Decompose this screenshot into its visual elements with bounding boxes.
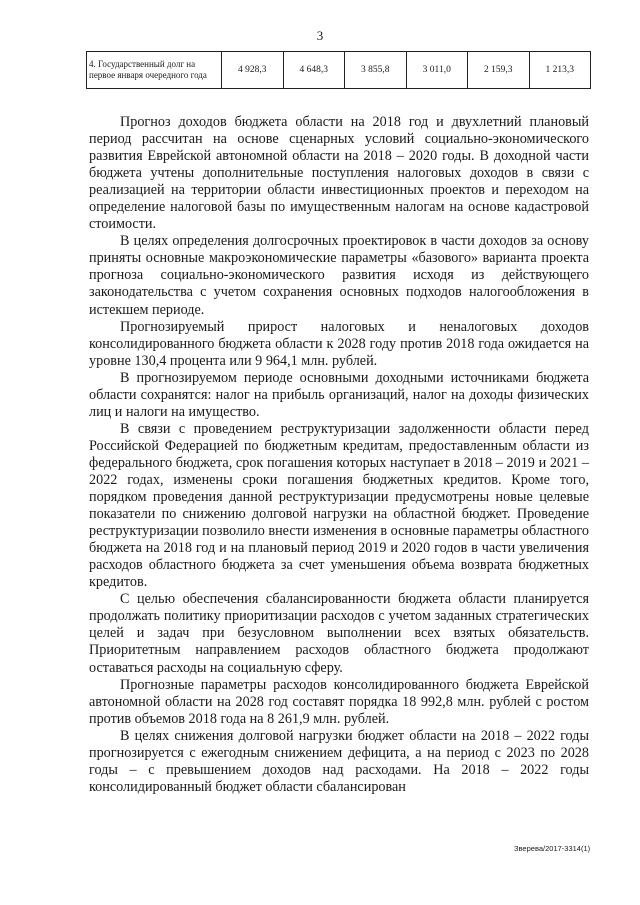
paragraph: С целью обеспечения сбалансированности бюджета области планируется продолжать политику приоритизации расходов с учетом заданных стратегических целей и задач при безусловном выполнении всех взятых обязательств. Приоритетным направлением расходов областного бюджета продолжают оставаться расходы на социальную сферу. [89,591,589,676]
table-cell: 4 648,3 [283,52,345,89]
document-body [89,114,589,796]
table-row-label: 4. Государственный долг на первое января очередного года [87,52,222,89]
table-cell: 3 855,8 [345,52,407,89]
paragraph: Прогнозируемый прирост налоговых и неналоговых доходов консолидированного бюджета области к 2028 году против 2018 года ожидается на уровне 130,4 процента или 9 964,1 млн. рублей. [89,318,589,369]
paragraph: В целях снижения долговой нагрузки бюджет области на 2018 – 2022 годы прогнозируется с ежегодным снижением дефицита, а на период с 2023 по 2028 годы – с превышением доходов над расходами. На 2018 – 2022 годы консолидированный бюджет области сбалансирован [89,727,589,795]
table-cell: 1 213,3 [529,52,591,89]
document-code: Зверева/2017-3314(1) [514,844,591,853]
paragraph: Прогнозные параметры расходов консолидированного бюджета Еврейской автономной области на 2028 год составят порядка 18 992,8 млн. рублей с ростом против объемов 2018 года на 8 261,9 млн. рублей. [89,676,589,727]
paragraph: Прогноз доходов бюджета области на 2018 год и двухлетний плановый период рассчитан на основе сценарных условий социально-экономического развития Еврейской автономной области на 2018 – 2020 годы. В доходной части бюджета учтены дополнительные поступления налоговых доходов в связи с реализацией на территории области инвестиционных проектов и переходом на определение налоговой базы по имущественным налогам на основе кадастровой стоимости. [89,114,589,233]
table-cell: 4 928,3 [222,52,284,89]
paragraph: В связи с проведением реструктуризации задолженности области перед Российской Федерацией по бюджетным кредитам, предоставленным области из федерального бюджета, срок погашения которых наступает в 2018 – 2019 и 2021 – 2022 годах, изменены сроки погашения бюджетных кредитов. Кроме того, порядком проведения данной реструктуризации предусмотрены новые целевые показатели по снижению долговой нагрузки на областной бюджет. Проведение реструктуризации позволило внести изменения в основные параметры областного бюджета на 2018 год и на плановый период 2019 и 2020 годов в части увеличения расходов областного бюджета за счет уменьшения объема возврата бюджетных кредитов. [89,420,589,591]
table-row [87,52,591,89]
debt-table [86,51,591,89]
table-cell: 2 159,3 [468,52,530,89]
table-cell: 3 011,0 [406,52,468,89]
page-number: 3 [316,28,324,43]
paragraph: В целях определения долгосрочных проектировок в части доходов за основу приняты основные макроэкономические параметры «базового» варианта проекта прогноза социально-экономического развития исходя из действующего законодательства с учетом сохранения основных подходов налогообложения в истекшем периоде. [89,233,589,318]
paragraph: В прогнозируемом периоде основными доходными источниками бюджета области сохранятся: налог на прибыль организаций, налог на доходы физических лиц и налоги на имущество. [89,369,589,420]
